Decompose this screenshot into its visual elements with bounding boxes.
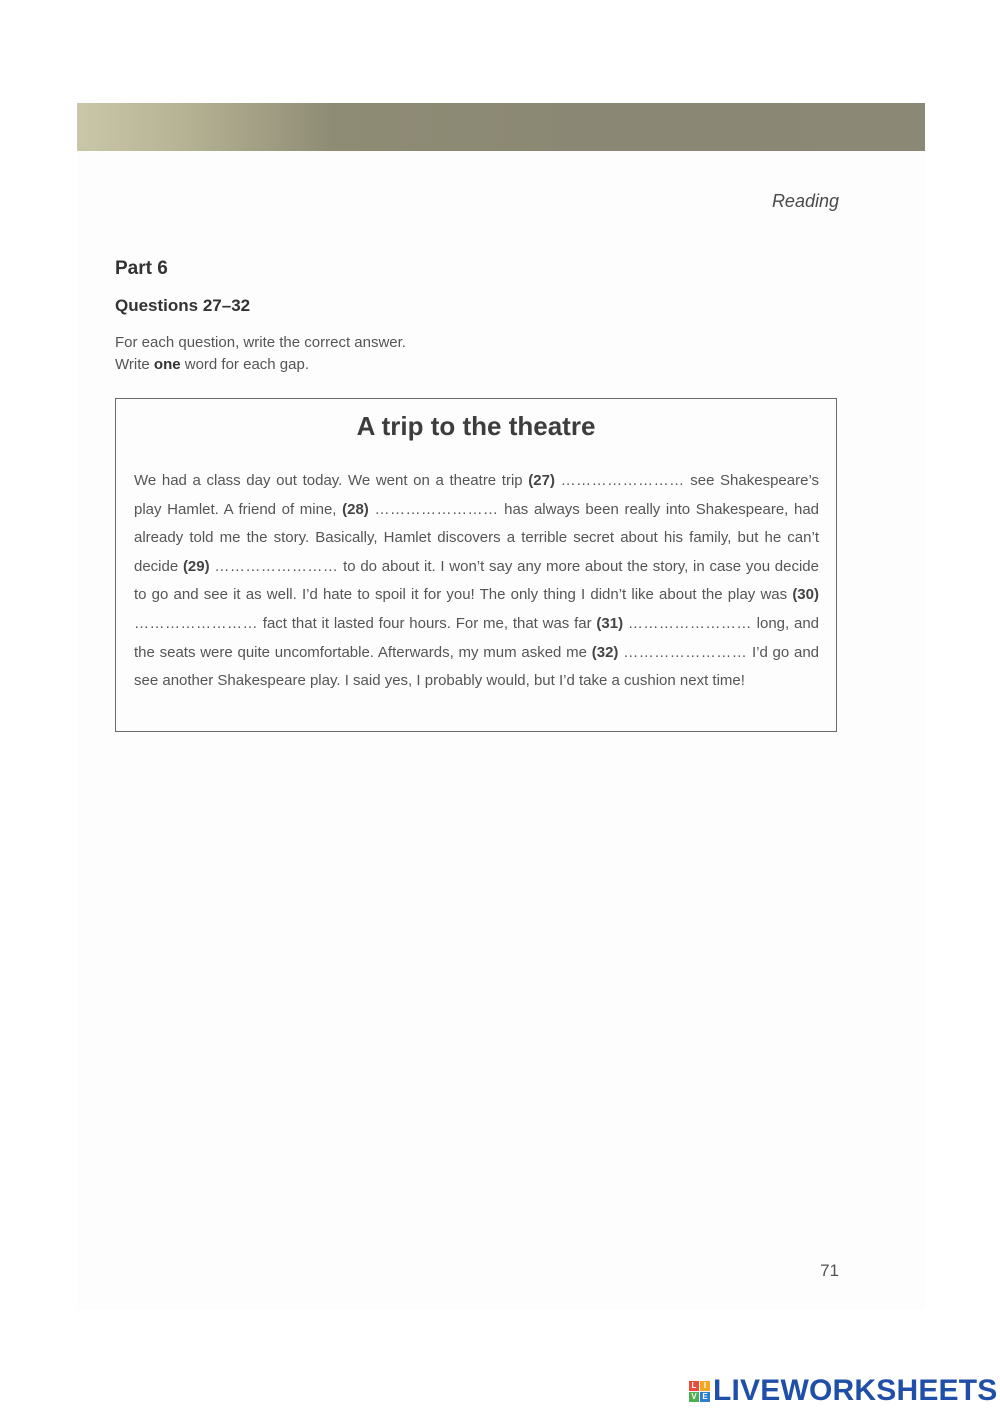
passage-text: I’d go and see another Shakespeare play. I said yes, I probably would, but I’d take a cushion next time!	[134, 643, 820, 690]
passage-text: see Shakespeare’s play Hamlet. A friend of mine,	[134, 472, 820, 518]
part-title: Part 6	[115, 258, 168, 279]
gap-29[interactable]: ……………………	[214, 557, 339, 575]
gap-number-27: (27)	[528, 472, 555, 489]
logo-letter: L	[689, 1381, 699, 1391]
logo-letter: I	[700, 1381, 710, 1391]
brand-text: LIVEWORKSHEETS	[713, 1374, 998, 1407]
passage	[134, 467, 819, 696]
passage-text: fact that it lasted four hours. For me, that was far	[258, 614, 597, 632]
instructions	[115, 332, 406, 376]
liveworksheets-brand[interactable]	[689, 1373, 998, 1409]
gap-number-32: (32)	[591, 643, 619, 661]
reading-text-box	[115, 398, 837, 732]
instruction-line-1: For each question, write the correct answer.	[115, 334, 406, 351]
gap-27[interactable]: ……………………	[560, 472, 685, 489]
gap-number-29: (29)	[182, 557, 210, 575]
instruction-line-2	[115, 354, 406, 376]
gap-28[interactable]: ……………………	[374, 500, 499, 518]
instruction-text: Write	[115, 356, 154, 373]
gap-31[interactable]: ……………………	[627, 614, 752, 632]
liveworksheets-logo-icon	[689, 1381, 710, 1402]
gap-number-30: (30)	[792, 586, 819, 604]
passage-text: We had a class day out today. We went on a theatre trip	[134, 472, 529, 489]
header-band	[77, 103, 925, 151]
logo-letter: V	[689, 1392, 699, 1402]
questions-title: Questions 27–32	[115, 296, 251, 315]
section-label: Reading	[771, 191, 839, 211]
gap-30[interactable]: ……………………	[134, 614, 258, 632]
instruction-emphasis: one	[153, 356, 181, 373]
logo-letter: E	[700, 1392, 710, 1402]
passage-text: has always been really into Shakespeare, had already told me the story. Basically, Hamlet discovers a terrible secret about his family, but he can’t decide	[134, 500, 819, 575]
passage-text: long, and the seats were quite uncomfortable. Afterwards, my mum asked me	[134, 614, 819, 661]
text-title: A trip to the theatre	[356, 411, 596, 441]
gap-number-31: (31)	[596, 614, 624, 632]
page-number: 71	[820, 1261, 839, 1280]
gap-number-28: (28)	[342, 500, 369, 518]
gap-32[interactable]: ……………………	[623, 643, 748, 661]
passage-text: to do about it. I won’t say any more about the story, in case you decide to go and see it as well. I’d hate to spoil it for you! The only thing I didn’t like about the play was	[134, 557, 819, 604]
instruction-text: word for each gap.	[180, 356, 309, 373]
